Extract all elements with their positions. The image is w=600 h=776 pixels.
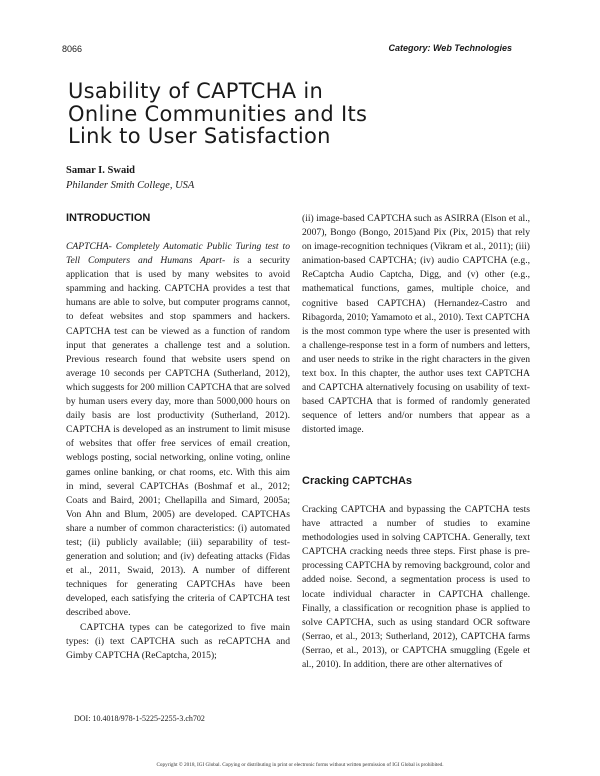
doi-text: DOI: 10.4018/978-1-5225-2255-3.ch702: [74, 714, 205, 723]
title-line: Online Communities and Its: [68, 101, 368, 126]
title-line: Usability of CAPTCHA in: [68, 79, 324, 103]
cracking-paragraph-1: Cracking CAPTCHA and bypassing the CAPTCHA tests have attracted a number of studies to examine methodologies used in solving CAPTCHA. Generally, text CAPTCHA cracking needs three steps. First phase is pre-processing CAPTCHA by removing background, color and added noise. Second, a segmentation process is used to locate individual character in CAPTCHA challenge. Finally, a classification or recognition phase is applied to solve CAPTCHA, such as using standard OCR software (Serrao, et al., 2013; Sutherland, 2012), CAPTCHA farms (Serrao, et al., 2013), or CAPTCHA smuggling (Egele et al., 2010). In addition, there are other alternatives of: [302, 504, 530, 671]
left-column: [66, 240, 290, 663]
article-title: [68, 80, 408, 148]
intro-paragraph-2: CAPTCHA types can be categorized to five main types: (i) text CAPTCHA such as reCAPTCHA and Gimby CAPTCHA (ReCaptcha, 2015);: [66, 621, 290, 661]
copyright-notice: Copyright © 2018, IGI Global. Copying or distributing in print or electronic forms without written permission of IGI Global is prohibited.: [156, 762, 444, 768]
right-column-bottom: [302, 503, 530, 672]
page-number: 8066: [62, 44, 83, 54]
author-name: Samar I. Swaid: [66, 165, 135, 176]
category-label: Category: Web Technologies: [388, 43, 512, 53]
section-heading-introduction: INTRODUCTION: [66, 212, 151, 224]
section-heading-cracking: Cracking CAPTCHAs: [302, 475, 413, 487]
intro-paragraph-3: (ii) image-based CAPTCHA such as ASIRRA (Elson et al., 2007), Bongo (Bongo, 2015)and Pix (Pix, 2015) that rely on image-recognition techniques (Vikram et al., 2011); (iii) animation-based CAPTCHA; (iv) audio CAPTCHA (e.g., ReCaptcha Audio Captcha, Digg, and (v) other (e.g., mathematical functions, games, multiple choice, and cognitive based CAPTCHA) (Hernandez-Castro and Ribagorda, 2010; Yamamoto et al., 2010). Text CAPTCHA is the most common type where the user is presented with a challenge-response test in a form of numbers and letters, and user needs to strike in the right characters in the given text box. In this chapter, the author uses text CAPTCHA and CAPTCHA alternatively focusing on usability of text-based CAPTCHA that is formed of randomly generated sequence of letters and/or numbers that appear as a distorted image.: [302, 213, 530, 436]
right-column-top: [302, 212, 530, 438]
author-affiliation: Philander Smith College, USA: [66, 180, 195, 191]
intro-paragraph-1-text: a security application that is used by many websites to avoid spamming and hacking. CAPTCHA provides a test that humans are able to solve, but computer programs cannot, to defeat websites and stop spammers and hackers. CAPTCHA test can be viewed as a function of random input that generates a challenge test and a solution. Previous research found that website users spend on average 10 seconds per CAPTCHA (Sutherland, 2012), which suggests for 200 million CAPTCHA that are solved by human users every day, more than 5000,000 hours on daily basis are lost productivity (Sutherland, 2012). CAPTCHA is developed as an instrument to limit misuse of websites that offer free services of email creation, weblogs posting, social networking, online voting, online games online banking, or chat rooms, etc. With this aim in mind, several CAPTCHAs (Boshmaf et al., 2012; Coats and Baird, 2001; Chellapilla and Simard, 2005a; Von Ahn and Blum, 2005) are developed. CAPTCHAs share a number of common characteristics: (i) automated test; (ii) publicly available; (iii) separability of test- generation and solution; and (iv) defeating attacks (Fidas et al., 2011, Swaid, 2013). A number of different techniques for generating CAPTCHAs have been developed, each satisfying the criteria of CAPTCHA test described above.: [66, 255, 290, 619]
captcha-definition: CAPTCHA- Completely Automatic Public Turing test to Tell Computers and Humans Apart- is: [66, 241, 290, 267]
title-line: Link to User Satisfaction: [68, 124, 331, 148]
intro-paragraph-1: [66, 240, 290, 621]
